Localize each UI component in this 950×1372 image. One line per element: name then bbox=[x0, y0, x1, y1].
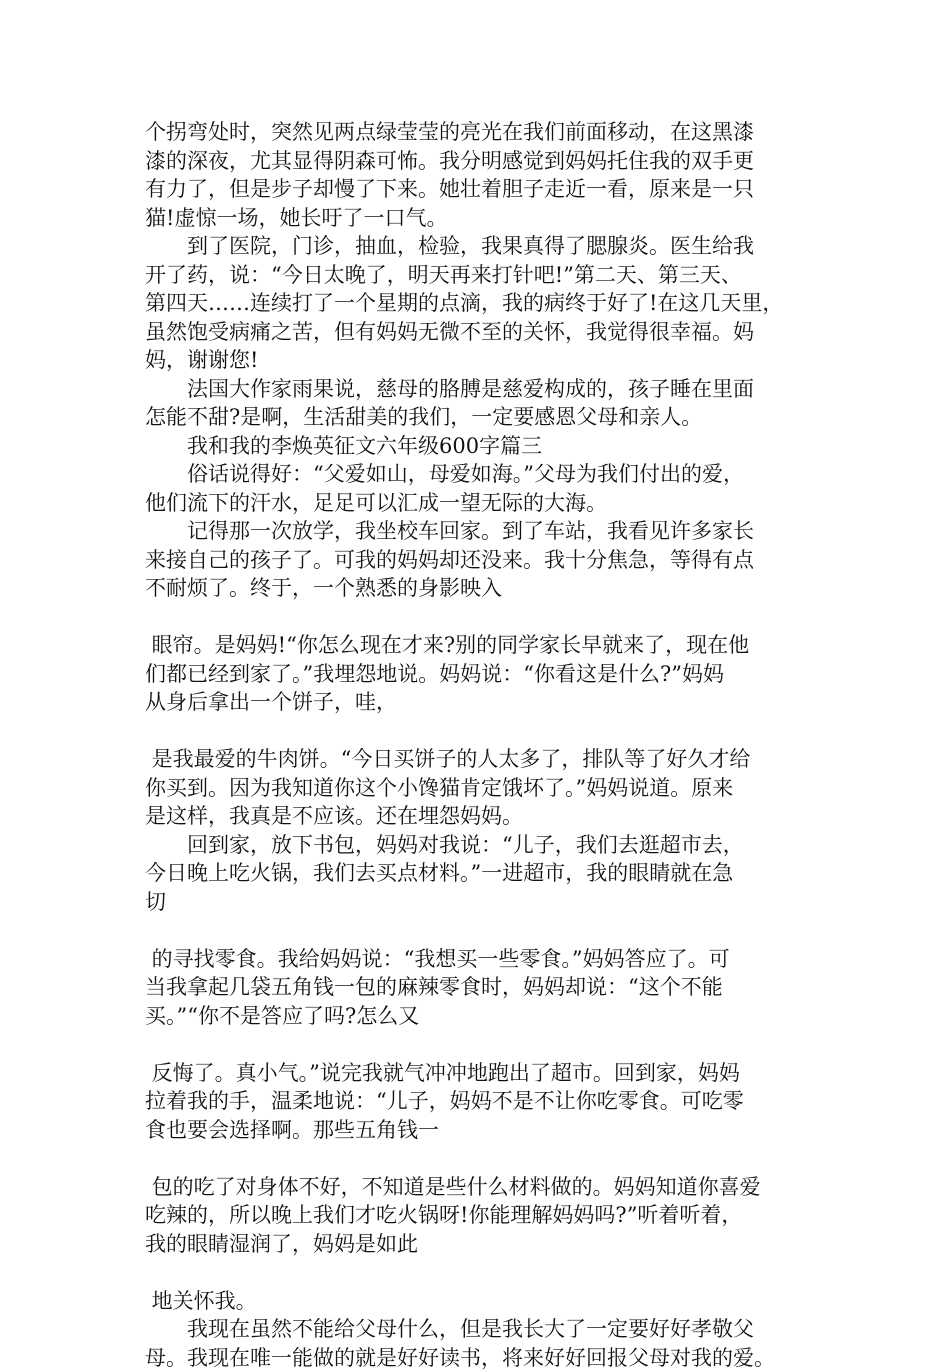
text-line: 虽然饱受病痛之苦，但有妈妈无微不至的关怀，我觉得很幸福。妈 bbox=[145, 318, 815, 347]
text-line: 是我最爱的牛肉饼。“今日买饼子的人太多了，排队等了好久才给 bbox=[145, 745, 815, 774]
text-line: 我现在虽然不能给父母什么，但是我长大了一定要好好孝敬父 bbox=[145, 1315, 815, 1344]
text-line: 我的眼睛湿润了，妈妈是如此 bbox=[145, 1230, 815, 1259]
text-line: 怎能不甜?是啊，生活甜美的我们，一定要感恩父母和亲人。 bbox=[145, 403, 815, 432]
text-line: 拉着我的手，温柔地说：“儿子，妈妈不是不让你吃零食。可吃零 bbox=[145, 1087, 815, 1116]
text-line: 反悔了。真小气。”说完我就气冲冲地跑出了超市。回到家，妈妈 bbox=[145, 1059, 815, 1088]
text-line: 漆的深夜，尤其显得阴森可怖。我分明感觉到妈妈托住我的双手更 bbox=[145, 147, 815, 176]
text-line: 来接自己的孩子了。可我的妈妈却还没来。我十分焦急，等得有点 bbox=[145, 546, 815, 575]
blank-line bbox=[145, 717, 815, 746]
text-line: 地关怀我。 bbox=[145, 1287, 815, 1316]
text-line: 我和我的李焕英征文六年级600字篇三 bbox=[145, 432, 815, 461]
text-line: 吃辣的，所以晚上我们才吃火锅呀!你能理解妈妈吗?”听着听着， bbox=[145, 1201, 815, 1230]
text-line: 买。”“你不是答应了吗?怎么又 bbox=[145, 1002, 815, 1031]
document-body bbox=[145, 118, 815, 1372]
text-line: 包的吃了对身体不好，不知道是些什么材料做的。妈妈知道你喜爱 bbox=[145, 1173, 815, 1202]
blank-line bbox=[145, 603, 815, 632]
text-line: 切 bbox=[145, 888, 815, 917]
text-line: 开了药，说：“今日太晚了，明天再来打针吧!”第二天、第三天、 bbox=[145, 261, 815, 290]
text-line: 母。我现在唯一能做的就是好好读书，将来好好回报父母对我的爱。 bbox=[145, 1344, 815, 1372]
text-line: 是这样，我真是不应该。还在埋怨妈妈。 bbox=[145, 802, 815, 831]
blank-line bbox=[145, 1258, 815, 1287]
text-line: 妈，谢谢您! bbox=[145, 346, 815, 375]
text-line: 的寻找零食。我给妈妈说：“我想买一些零食。”妈妈答应了。可 bbox=[145, 945, 815, 974]
text-line: 当我拿起几袋五角钱一包的麻辣零食时，妈妈却说：“这个不能 bbox=[145, 973, 815, 1002]
text-line: 到了医院，门诊，抽血，检验，我果真得了腮腺炎。医生给我 bbox=[145, 232, 815, 261]
text-line: 今日晚上吃火锅，我们去买点材料。”一进超市，我的眼睛就在急 bbox=[145, 859, 815, 888]
text-line: 有力了，但是步子却慢了下来。她壮着胆子走近一看，原来是一只 bbox=[145, 175, 815, 204]
text-line: 记得那一次放学，我坐校车回家。到了车站，我看见许多家长 bbox=[145, 517, 815, 546]
text-line: 们都已经到家了。”我埋怨地说。妈妈说：“你看这是什么?”妈妈 bbox=[145, 660, 815, 689]
text-line: 俗话说得好：“父爱如山，母爱如海。”父母为我们付出的爱， bbox=[145, 460, 815, 489]
text-line: 他们流下的汗水，足足可以汇成一望无际的大海。 bbox=[145, 489, 815, 518]
text-line: 食也要会选择啊。那些五角钱一 bbox=[145, 1116, 815, 1145]
text-line: 眼帘。是妈妈!“你怎么现在才来?别的同学家长早就来了，现在他 bbox=[145, 631, 815, 660]
blank-line bbox=[145, 916, 815, 945]
text-line: 从身后拿出一个饼子，哇， bbox=[145, 688, 815, 717]
text-line: 法国大作家雨果说，慈母的胳膊是慈爱构成的，孩子睡在里面 bbox=[145, 375, 815, 404]
text-line: 不耐烦了。终于，一个熟悉的身影映入 bbox=[145, 574, 815, 603]
blank-line bbox=[145, 1030, 815, 1059]
text-line: 你买到。因为我知道你这个小馋猫肯定饿坏了。”妈妈说道。原来 bbox=[145, 774, 815, 803]
text-line: 第四天……连续打了一个星期的点滴，我的病终于好了!在这几天里， bbox=[145, 289, 815, 318]
text-line: 猫!虚惊一场，她长吁了一口气。 bbox=[145, 204, 815, 233]
text-line: 回到家，放下书包，妈妈对我说：“儿子，我们去逛超市去， bbox=[145, 831, 815, 860]
text-line: 个拐弯处时，突然见两点绿莹莹的亮光在我们前面移动，在这黑漆 bbox=[145, 118, 815, 147]
blank-line bbox=[145, 1144, 815, 1173]
